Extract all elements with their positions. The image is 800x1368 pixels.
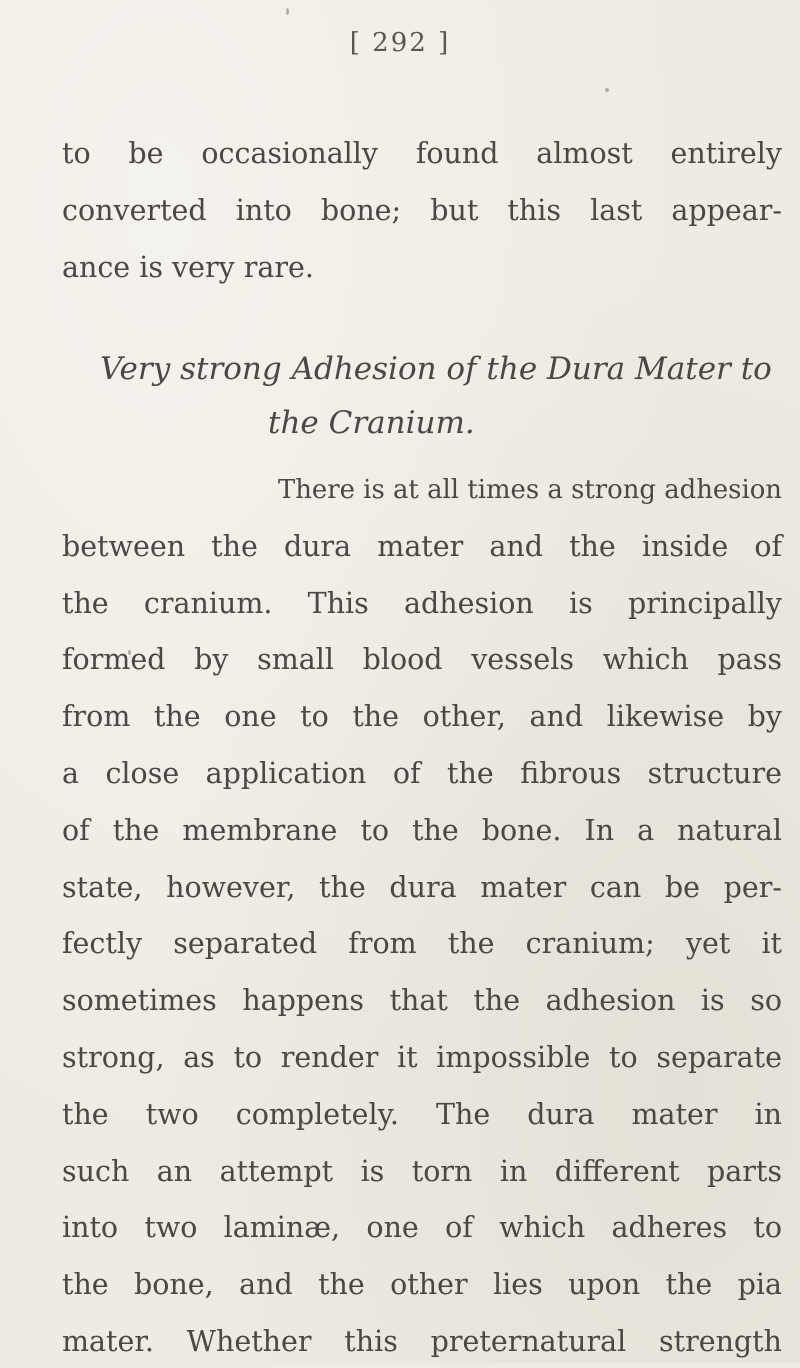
text-line: the two completely. The dura mater in (62, 1098, 782, 1131)
text-line: such an attempt is torn in different parts (62, 1155, 782, 1188)
text-line: state, however, the dura mater can be per- (62, 871, 782, 904)
text-line: mater. Whether this preternatural strength (62, 1325, 782, 1358)
text-line: strong, as to render it impossible to separate (62, 1041, 782, 1074)
text-line: a close application of the fibrous structure (62, 757, 782, 790)
text-line: of the membrane to the bone. In a natural (62, 814, 782, 847)
text-line: converted into bone; but this last appear- (62, 194, 782, 227)
text-line: the cranium. This adhesion is principally (62, 587, 782, 620)
text-line: between the dura mater and the inside of (62, 530, 783, 563)
text-line: There is at all times a strong adhesion (278, 475, 782, 505)
text-line: sometimes happens that the adhesion is so (62, 984, 783, 1017)
text-line: ance is very rare. (62, 251, 314, 284)
paper-speck (605, 88, 609, 92)
paper-speck (286, 8, 289, 15)
section-heading-line-1: Very strong Adhesion of the Dura Mater to (100, 351, 772, 387)
text-line: to be occasionally found almost entirely (62, 137, 782, 170)
text-line: into two laminæ, one of which adheres to (62, 1211, 783, 1244)
section-heading-line-2: the Cranium. (268, 405, 475, 441)
text-line: formed by small blood vessels which pass (62, 643, 782, 676)
page-number: [ 292 ] (349, 28, 451, 58)
text-line: fectly separated from the cranium; yet it (62, 927, 783, 960)
text-line: from the one to the other, and likewise by (62, 700, 783, 733)
text-line: the bone, and the other lies upon the pia (62, 1268, 782, 1301)
